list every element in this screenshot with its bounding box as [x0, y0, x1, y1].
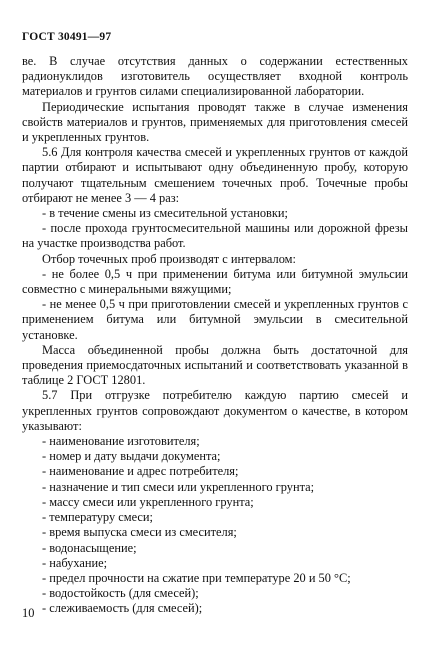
list-item: - температуру смеси; [42, 510, 153, 525]
bullet-not-less: - не менее 0,5 ч при приготовлении смесей и укрепленных грунтов с применением битума или битумной эмульсии в смесительной установке. [22, 297, 408, 342]
list-item: - набухание; [42, 555, 108, 570]
list-item: - наименование и адрес потребителя; [42, 464, 239, 479]
list-item: - массу смеси или укрепленного грунта; [42, 494, 254, 509]
list-item: - слеживаемость (для смесей); [42, 601, 203, 616]
list-item: - водостойкость (для смесей); [42, 586, 199, 601]
list-item: - время выпуска смеси из смесителя; [42, 525, 237, 540]
list-item: - предел прочности на сжатие при температуре 20 и 50 °С; [42, 570, 351, 585]
paragraph-sampling-interval: Отбор точечных проб производят с интервалом: [42, 251, 296, 266]
list-item: - водонасыщение; [42, 540, 137, 555]
paragraph-periodic-tests: Периодические испытания проводят также в случае изменения свойств материалов и грунтов, применяемых для приготовления смесей и укрепленных грунтов. [22, 99, 408, 145]
bullet-shift: - в течение смены из смесительной установки; [42, 206, 288, 221]
document-code-header: ГОСТ 30491—97 [22, 31, 112, 43]
page-number: 10 [22, 606, 35, 620]
paragraph-5-7: 5.7 При отгрузке потребителю каждую партию смесей и укрепленных грунтов сопровождают документом о качестве, в котором указывают: [22, 388, 408, 433]
list-item: - номер и дату выдачи документа; [42, 449, 221, 464]
list-item: - наименование изготовителя; [42, 434, 200, 449]
bullet-not-more: - не более 0,5 ч при применении битума или битумной эмульсии совместно с минеральными вяжущими; [22, 266, 408, 297]
document-body [22, 54, 408, 617]
paragraph-continuation: ве. В случае отсутствия данных о содержании естественных радионуклидов изготовитель осуществляет входной контроль материалов и грунтов силами специализированной лаборатории. [22, 54, 408, 99]
paragraph-sample-mass: Масса объединенной пробы должна быть достаточной для проведения приемосдаточных испытаний и соответствовать указанной в таблице 2 ГОСТ 12801. [22, 342, 408, 388]
list-item: - назначение и тип смеси или укрепленного грунта; [42, 479, 315, 494]
bullet-after-machine: - после прохода грунтосмесительной машины или дорожной фрезы на участке производства работ. [22, 221, 408, 251]
paragraph-5-6: 5.6 Для контроля качества смесей и укрепленных грунтов от каждой партии отбирают и испытывают одну объединенную пробу, которую получают тщательным смешением точечных проб. Точечные пробы отбирают не менее 3 — 4 раз: [22, 145, 408, 205]
